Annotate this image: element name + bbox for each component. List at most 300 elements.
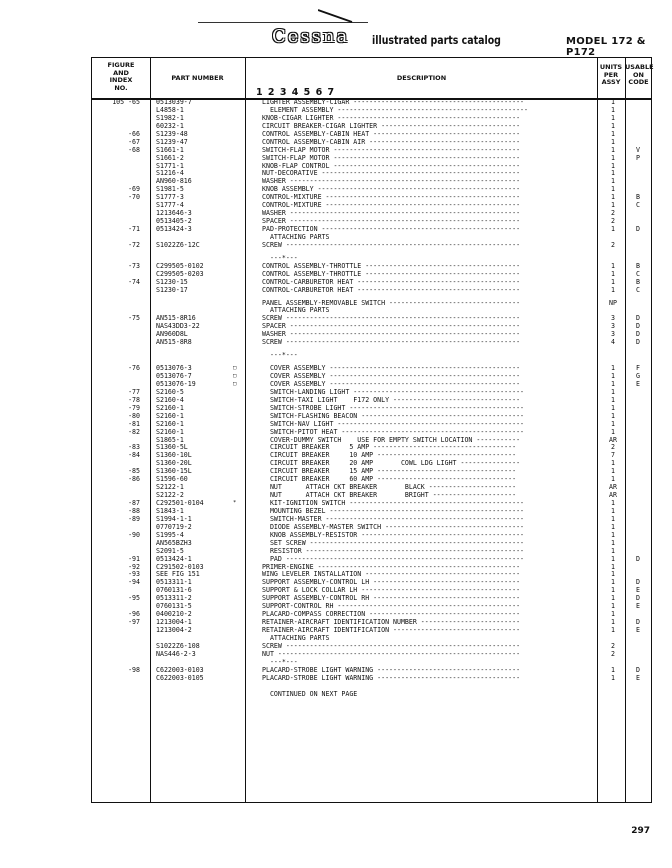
table-row — [0, 339, 672, 347]
table-row — [0, 147, 672, 155]
table-row — [0, 540, 672, 548]
table-row — [0, 242, 672, 250]
part-number-cell: S2160-1 — [156, 404, 184, 412]
description-cell: SCREW ----------------------------------------------------------- — [262, 339, 521, 347]
figure-index-cell: -83 — [128, 444, 140, 452]
units-per-assy-cell: 1 — [611, 146, 615, 154]
table-row — [0, 389, 672, 397]
part-number-cell: 0513311-2 — [156, 595, 192, 603]
page-header — [0, 0, 672, 60]
description-cell: SUPPORT ASSEMBLY-CONTROL LH ------------------------------------- — [262, 579, 521, 587]
model-label: MODEL 172 & P172 — [566, 36, 646, 58]
description-cell: PAD-PROTECTION -------------------------------------------------- — [262, 226, 521, 233]
table-row — [0, 107, 672, 115]
table-row — [0, 194, 672, 202]
usable-code-cell: D — [636, 331, 640, 339]
description-cell: ---*--- — [262, 254, 298, 262]
units-per-assy-cell: 1 — [611, 627, 615, 634]
part-number-cell: AN960D8L — [156, 331, 188, 339]
part-number-cell: C292501-0104 — [156, 500, 204, 507]
table-row — [0, 131, 672, 139]
table-row — [0, 595, 672, 603]
logo-swoosh-icon — [318, 8, 354, 24]
description-cell: CONTROL ASSEMBLY-THROTTLE --------------------------------------- — [262, 262, 521, 270]
description-cell: RETAINER-AIRCRAFT IDENTIFICATION -------------------------------- — [262, 627, 521, 634]
table-row — [0, 587, 672, 595]
part-number-cell: S1661-2 — [156, 154, 184, 162]
description-cell: NUT-DECORATIVE -------------------------------------------------- — [262, 170, 521, 178]
figure-index-cell: -91 — [128, 555, 140, 563]
table-row — [0, 603, 672, 611]
table-row — [0, 178, 672, 186]
description-cell: SPACER ---------------------------------------------------------- — [262, 218, 521, 226]
figure-index-cell: -75 — [128, 315, 140, 323]
table-row — [0, 484, 672, 492]
part-number-cell: S2091-5 — [156, 547, 184, 555]
table-row — [0, 163, 672, 171]
description-cell: NUT ------------------------------------------------------------- — [262, 650, 521, 658]
part-number-cell: S1360-15L — [156, 468, 192, 476]
usable-code-column-header: USABLE ON CODE — [625, 63, 654, 86]
units-per-assy-cell: 1 — [611, 278, 615, 286]
table-row — [0, 352, 672, 360]
description-cell: KNOB-CIGAR LIGHTER ---------------------------------------------- — [262, 114, 521, 122]
part-number-cell: 1213004-1 — [156, 619, 192, 627]
usable-code-cell: B — [636, 262, 640, 270]
table-row — [0, 643, 672, 651]
part-number-cell: S2160-5 — [156, 388, 184, 396]
description-cell: WASHER ---------------------------------------------------------- — [262, 178, 521, 186]
table-row — [0, 226, 672, 234]
part-number-cell: S1239-47 — [156, 138, 188, 146]
part-number-cell: C622003-0103 — [156, 666, 204, 674]
units-per-assy-cell: 2 — [611, 444, 615, 452]
units-per-assy-cell: 1 — [611, 170, 615, 178]
table-row — [0, 452, 672, 460]
units-per-assy-cell: 1 — [611, 571, 615, 579]
units-per-assy-cell: 1 — [611, 468, 615, 476]
figure-index-cell: -93 — [128, 571, 140, 579]
figure-index-cell: -71 — [128, 226, 140, 233]
part-number-cell: S1777-3 — [156, 194, 184, 202]
part-number-cell: AN515-8R8 — [156, 339, 192, 347]
description-cell: SWITCH-MASTER -------------------------------------------------- — [262, 515, 525, 523]
table-row — [0, 99, 672, 107]
part-number-cell: C291502-0103 — [156, 563, 204, 571]
table-row — [0, 381, 672, 389]
description-cell: COVER ASSEMBLY ------------------------------------------------ — [262, 365, 521, 373]
table-row — [0, 218, 672, 226]
part-number-cell: S2160-1 — [156, 420, 184, 428]
part-number-cell: 0513311-1 — [156, 579, 192, 587]
units-per-assy-cell: 1 — [611, 547, 615, 555]
description-column-header: DESCRIPTION — [396, 74, 447, 82]
part-number-cell: 0513076-19 — [156, 380, 196, 388]
marker-cell: □ — [233, 380, 237, 387]
part-number-cell: S1843-1 — [156, 507, 184, 515]
description-cell: CIRCUIT BREAKER 60 AMP ----------------------------------- — [262, 476, 517, 484]
table-row — [0, 323, 672, 331]
description-cell: CIRCUIT BREAKER 10 AMP ----------------------------------- — [262, 452, 517, 460]
part-number-cell: 0400210-2 — [156, 611, 192, 619]
units-per-assy-cell: 7 — [611, 452, 615, 460]
units-per-assy-cell: 1 — [611, 130, 615, 138]
units-per-assy-cell: 1 — [611, 365, 615, 373]
units-per-assy-cell: 4 — [611, 339, 615, 347]
description-cell: PANEL ASSEMBLY-REMOVABLE SWITCH --------------------------------- — [262, 299, 521, 307]
units-per-assy-cell: 1 — [611, 500, 615, 507]
part-number-cell: 0513424-3 — [156, 226, 192, 233]
description-cell: PLACARD-COMPASS CORRECTION -------------------------------------- — [262, 611, 521, 619]
table-row — [0, 460, 672, 468]
description-cell: ---*--- — [262, 658, 298, 666]
description-cell: PAD ------------------------------------------------------------ — [262, 555, 525, 563]
table-row — [0, 139, 672, 147]
figure-index-cell: -67 — [128, 138, 140, 146]
figure-index-cell: -72 — [128, 241, 140, 249]
units-per-assy-cell: AR — [609, 492, 617, 500]
figure-index-cell: -86 — [128, 476, 140, 484]
description-cell: SWITCH-LANDING LIGHT ------------------------------------------- — [262, 388, 525, 396]
description-cell: SPACER ---------------------------------------------------------- — [262, 323, 521, 331]
description-cell: PLACARD-STROBE LIGHT WARNING ------------------------------------ — [262, 666, 521, 674]
figure-index-cell: -77 — [128, 388, 140, 396]
part-number-cell: S1771-1 — [156, 162, 184, 170]
table-row — [0, 516, 672, 524]
part-number-cell: S1239-48 — [156, 130, 188, 138]
description-cell: CONTROL-CARBURETOR HEAT ----------------------------------------- — [262, 286, 521, 294]
units-per-assy-cell: 1 — [611, 99, 615, 106]
part-number-cell: 0513076-3 — [156, 365, 192, 373]
part-number-cell: NAS43DD3-22 — [156, 323, 200, 331]
units-per-assy-cell: 1 — [611, 202, 615, 210]
table-row — [0, 437, 672, 445]
usable-code-cell: D — [636, 226, 640, 233]
description-cell: SUPPORT & LOCK COLLAR LH ---------------------------------------- — [262, 587, 521, 595]
table-row — [0, 263, 672, 271]
table-row — [0, 492, 672, 500]
units-per-assy-cell: 1 — [611, 563, 615, 571]
units-per-assy-cell: 1 — [611, 262, 615, 270]
usable-code-cell: D — [636, 619, 640, 627]
table-row — [0, 300, 672, 308]
table-row — [0, 619, 672, 627]
usable-code-cell: D — [636, 315, 640, 323]
part-number-cell: 0760131-5 — [156, 603, 192, 611]
units-per-assy-cell: 2 — [611, 241, 615, 249]
units-per-assy-cell: 1 — [611, 420, 615, 428]
units-per-assy-cell: 1 — [611, 154, 615, 162]
description-cell: SUPPORT ASSEMBLY-CONTROL RH ------------------------------------- — [262, 595, 521, 603]
figure-index-cell: -87 — [128, 500, 140, 507]
table-row — [0, 115, 672, 123]
units-per-assy-cell: 3 — [611, 323, 615, 331]
description-cell: KNOB ASSEMBLY-RESISTOR ----------------------------------------- — [262, 531, 525, 539]
description-cell: WASHER ---------------------------------------------------------- — [262, 331, 521, 339]
description-cell: CIRCUIT BREAKER 15 AMP ----------------------------------- — [262, 468, 517, 476]
part-number-cell: S1596-60 — [156, 476, 188, 484]
units-column-header: UNITS PER ASSY — [599, 63, 623, 86]
figure-index-cell: -79 — [128, 404, 140, 412]
units-per-assy-cell: 1 — [611, 666, 615, 674]
units-per-assy-cell: AR — [609, 484, 617, 492]
description-cell: SWITCH-FLAP MOTOR ----------------------------------------------- — [262, 146, 521, 154]
description-cell: LIGHTER ASSEMBLY-CIGAR ------------------------------------------- — [262, 99, 525, 106]
part-number-cell: S1230-17 — [156, 286, 188, 294]
table-row — [0, 579, 672, 587]
units-per-assy-cell: 1 — [611, 194, 615, 202]
figure-index-cell: -70 — [128, 194, 140, 202]
description-cell: COVER-DUMMY SWITCH USE FOR EMPTY SWITCH LOCATION ----------- — [262, 436, 521, 444]
units-per-assy-cell: 1 — [611, 404, 615, 412]
part-number-cell: S1777-4 — [156, 202, 184, 210]
table-row — [0, 659, 672, 667]
table-row — [0, 123, 672, 131]
table-row — [0, 405, 672, 413]
figure-index-cell: -88 — [128, 507, 140, 515]
part-number-cell: S1230-15 — [156, 278, 188, 286]
indent-level-digits: 1 2 3 4 5 6 7 — [256, 87, 336, 98]
table-row — [0, 532, 672, 540]
description-cell: SWITCH-TAXI LIGHT F172 ONLY -------------------------------- — [262, 396, 521, 404]
units-per-assy-cell: 1 — [611, 507, 615, 515]
part-number-cell: SEE FIG 151 — [156, 571, 200, 579]
part-number-cell: S2160-1 — [156, 412, 184, 420]
table-row — [0, 683, 672, 691]
table-row — [0, 675, 672, 683]
description-cell: COVER ASSEMBLY ------------------------------------------------ — [262, 373, 521, 380]
description-cell: CONTROL ASSEMBLY-THROTTLE --------------------------------------- — [262, 270, 521, 278]
part-number-cell: AN565BZH3 — [156, 539, 192, 547]
table-row — [0, 667, 672, 675]
table-row — [0, 413, 672, 421]
usable-code-cell: D — [636, 555, 640, 563]
description-cell: MOUNTING BEZEL ------------------------------------------------- — [262, 507, 525, 515]
units-per-assy-cell: NP — [609, 299, 617, 307]
part-number-cell: S2160-4 — [156, 396, 184, 404]
part-number-cell: AN515-8R16 — [156, 315, 196, 323]
part-number-cell: 0770719-2 — [156, 523, 192, 531]
description-cell: CIRCUIT BREAKER 20 AMP COWL LDG LIGHT --------------- — [262, 460, 521, 468]
figure-index-cell: -68 — [128, 146, 140, 154]
description-cell: CONTROL-CARBURETOR HEAT ----------------------------------------- — [262, 278, 521, 286]
units-per-assy-cell: 1 — [611, 373, 615, 380]
part-number-cell: 0760131-6 — [156, 587, 192, 595]
table-row — [0, 508, 672, 516]
description-cell: ELEMENT ASSEMBLY ------------------------------------------------ — [262, 106, 528, 114]
description-cell: SWITCH-FLAP MOTOR ----------------------------------------------- — [262, 154, 521, 162]
table-row — [0, 571, 672, 579]
units-per-assy-cell: 1 — [611, 114, 615, 122]
table-row — [0, 271, 672, 279]
part-number-cell: 0513405-2 — [156, 218, 192, 226]
table-row — [0, 331, 672, 339]
description-cell: KNOB ASSEMBLY --------------------------------------------------- — [262, 186, 521, 194]
usable-code-cell: D — [636, 595, 640, 603]
parts-list — [0, 99, 672, 698]
table-row — [0, 307, 672, 315]
part-number-column-header: PART NUMBER — [171, 74, 224, 82]
description-cell: CIRCUIT BREAKER-CIGAR LIGHTER ----------------------------------- — [262, 122, 521, 130]
figure-index-cell: -96 — [128, 611, 140, 619]
usable-code-cell: B — [636, 278, 640, 286]
units-per-assy-cell: 1 — [611, 122, 615, 130]
figure-index-cell: -66 — [128, 130, 140, 138]
part-number-cell: S2122-1 — [156, 484, 184, 492]
description-cell: PRIMER-ENGINE --------------------------------------------------- — [262, 563, 521, 571]
usable-code-cell: C — [636, 286, 640, 294]
units-per-assy-cell: 1 — [611, 595, 615, 603]
usable-code-cell: E — [636, 674, 640, 682]
table-row — [0, 421, 672, 429]
table-row — [0, 651, 672, 659]
figure-index-cell: -92 — [128, 563, 140, 571]
units-per-assy-cell: 1 — [611, 674, 615, 682]
part-number-cell: C299505-0102 — [156, 262, 204, 270]
figure-index-cell: -94 — [128, 579, 140, 587]
units-per-assy-cell: 1 — [611, 611, 615, 619]
table-row — [0, 186, 672, 194]
usable-code-cell: D — [636, 339, 640, 347]
table-row — [0, 202, 672, 210]
table-row — [0, 315, 672, 323]
units-per-assy-cell: 1 — [611, 515, 615, 523]
usable-code-cell: G — [636, 373, 640, 380]
usable-code-cell: F — [636, 365, 640, 373]
description-cell: COVER ASSEMBLY ------------------------------------------------ — [262, 380, 521, 388]
part-number-cell: S2122-2 — [156, 492, 184, 500]
part-number-cell: C299505-0203 — [156, 270, 204, 278]
part-number-cell: S1982-1 — [156, 114, 184, 122]
description-cell: ATTACHING PARTS — [262, 307, 330, 315]
units-per-assy-cell: 2 — [611, 218, 615, 226]
part-number-cell: S1661-1 — [156, 146, 184, 154]
description-cell: PLACARD-STROBE LIGHT WARNING ------------------------------------ — [262, 674, 521, 682]
usable-code-cell: E — [636, 380, 640, 388]
table-row — [0, 234, 672, 242]
units-per-assy-cell: 1 — [611, 178, 615, 186]
figure-index-cell: -84 — [128, 452, 140, 460]
table-row — [0, 691, 672, 699]
part-number-cell: S1022Z6-108 — [156, 642, 200, 650]
part-number-cell: 0513424-1 — [156, 555, 192, 563]
units-per-assy-cell: 1 — [611, 531, 615, 539]
units-per-assy-cell: 1 — [611, 579, 615, 587]
part-number-cell: AN960-816 — [156, 178, 192, 186]
description-cell: CONTROL ASSEMBLY-CABIN HEAT ------------------------------------- — [262, 130, 521, 138]
figure-index-cell: -82 — [128, 428, 140, 436]
usable-code-cell: P — [636, 154, 640, 162]
part-number-cell: C622003-0105 — [156, 674, 204, 682]
table-row — [0, 611, 672, 619]
part-number-cell: S1360-5L — [156, 444, 188, 452]
description-cell: RESISTOR ------------------------------------------------------- — [262, 547, 525, 555]
page-number: 297 — [631, 826, 650, 836]
part-number-cell: 0513076-7 — [156, 373, 192, 380]
catalog-title: illustrated parts catalog — [372, 33, 501, 47]
units-per-assy-cell: 2 — [611, 650, 615, 658]
usable-code-cell: E — [636, 603, 640, 611]
units-per-assy-cell: 1 — [611, 476, 615, 484]
brand-logo: Cessna — [272, 26, 350, 47]
part-number-cell: 60232-1 — [156, 122, 184, 130]
usable-code-cell: C — [636, 270, 640, 278]
units-per-assy-cell: 1 — [611, 428, 615, 436]
description-cell: KNOB-FLAP CONTROL ----------------------------------------------- — [262, 162, 521, 170]
figure-column-header: FIGURE AND INDEX NO. — [107, 61, 135, 92]
part-number-cell: S1981-5 — [156, 186, 184, 194]
units-per-assy-cell: 1 — [611, 106, 615, 114]
description-cell: WING LEVELER INSTALLATION --------------------------------------- — [262, 571, 521, 579]
description-cell: SCREW ----------------------------------------------------------- — [262, 315, 521, 323]
description-cell: ---*--- — [262, 352, 298, 360]
part-number-cell: S1994-1-1 — [156, 515, 192, 523]
table-row — [0, 564, 672, 572]
part-number-cell: S1360-20L — [156, 460, 192, 468]
units-per-assy-cell: AR — [609, 436, 617, 444]
description-cell: NUT ATTACH CKT BREAKER BLACK ---------------------- — [262, 484, 517, 492]
description-cell: CONTROL-MIXTURE ------------------------------------------------- — [262, 202, 521, 210]
figure-index-cell: -95 — [128, 595, 140, 603]
table-row — [0, 155, 672, 163]
description-cell: SCREW ----------------------------------------------------------- — [262, 642, 521, 650]
units-per-assy-cell: 1 — [611, 226, 615, 233]
units-per-assy-cell: 1 — [611, 412, 615, 420]
description-cell: SWITCH-PITOT HEAT ---------------------------------------------- — [262, 428, 525, 436]
figure-index-cell: -90 — [128, 531, 140, 539]
marker-cell: □ — [233, 373, 237, 379]
table-row — [0, 373, 672, 381]
units-per-assy-cell: 1 — [611, 619, 615, 627]
units-per-assy-cell: 1 — [611, 539, 615, 547]
description-cell: SWITCH-NAV LIGHT ----------------------------------------------- — [262, 420, 525, 428]
figure-index-cell: -74 — [128, 278, 140, 286]
units-per-assy-cell: 1 — [611, 603, 615, 611]
figure-index-cell: 105 -65 — [112, 99, 140, 106]
figure-index-cell: -81 — [128, 420, 140, 428]
table-row — [0, 397, 672, 405]
part-number-cell: 1213646-3 — [156, 210, 192, 218]
table-row — [0, 210, 672, 218]
description-cell: CONTINUED ON NEXT PAGE — [262, 690, 358, 698]
part-number-cell: 0513039-7 — [156, 99, 192, 106]
description-cell: SUPPORT-CONTROL RH ---------------------------------------------- — [262, 603, 521, 611]
table-row — [0, 500, 672, 508]
units-per-assy-cell: 1 — [611, 555, 615, 563]
figure-index-cell: -97 — [128, 619, 140, 627]
units-per-assy-cell: 1 — [611, 396, 615, 404]
description-cell: SET SCREW ------------------------------------------------------ — [262, 539, 525, 547]
description-cell: ATTACHING PARTS — [262, 634, 330, 642]
usable-code-cell: D — [636, 666, 640, 674]
part-number-cell: S1995-4 — [156, 531, 184, 539]
description-cell: CONTROL ASSEMBLY-CABIN AIR -------------------------------------- — [262, 138, 521, 146]
figure-index-cell: -76 — [128, 365, 140, 373]
table-row — [0, 444, 672, 452]
usable-code-cell: C — [636, 202, 640, 210]
usable-code-cell: E — [636, 627, 640, 634]
table-row — [0, 548, 672, 556]
units-per-assy-cell: 2 — [611, 210, 615, 218]
usable-code-cell: B — [636, 194, 640, 202]
figure-index-cell: -85 — [128, 468, 140, 476]
usable-code-cell: D — [636, 323, 640, 331]
table-row — [0, 556, 672, 564]
usable-code-cell: D — [636, 579, 640, 587]
part-number-cell: NAS446-2-3 — [156, 650, 196, 658]
units-per-assy-cell: 3 — [611, 331, 615, 339]
table-row — [0, 287, 672, 295]
